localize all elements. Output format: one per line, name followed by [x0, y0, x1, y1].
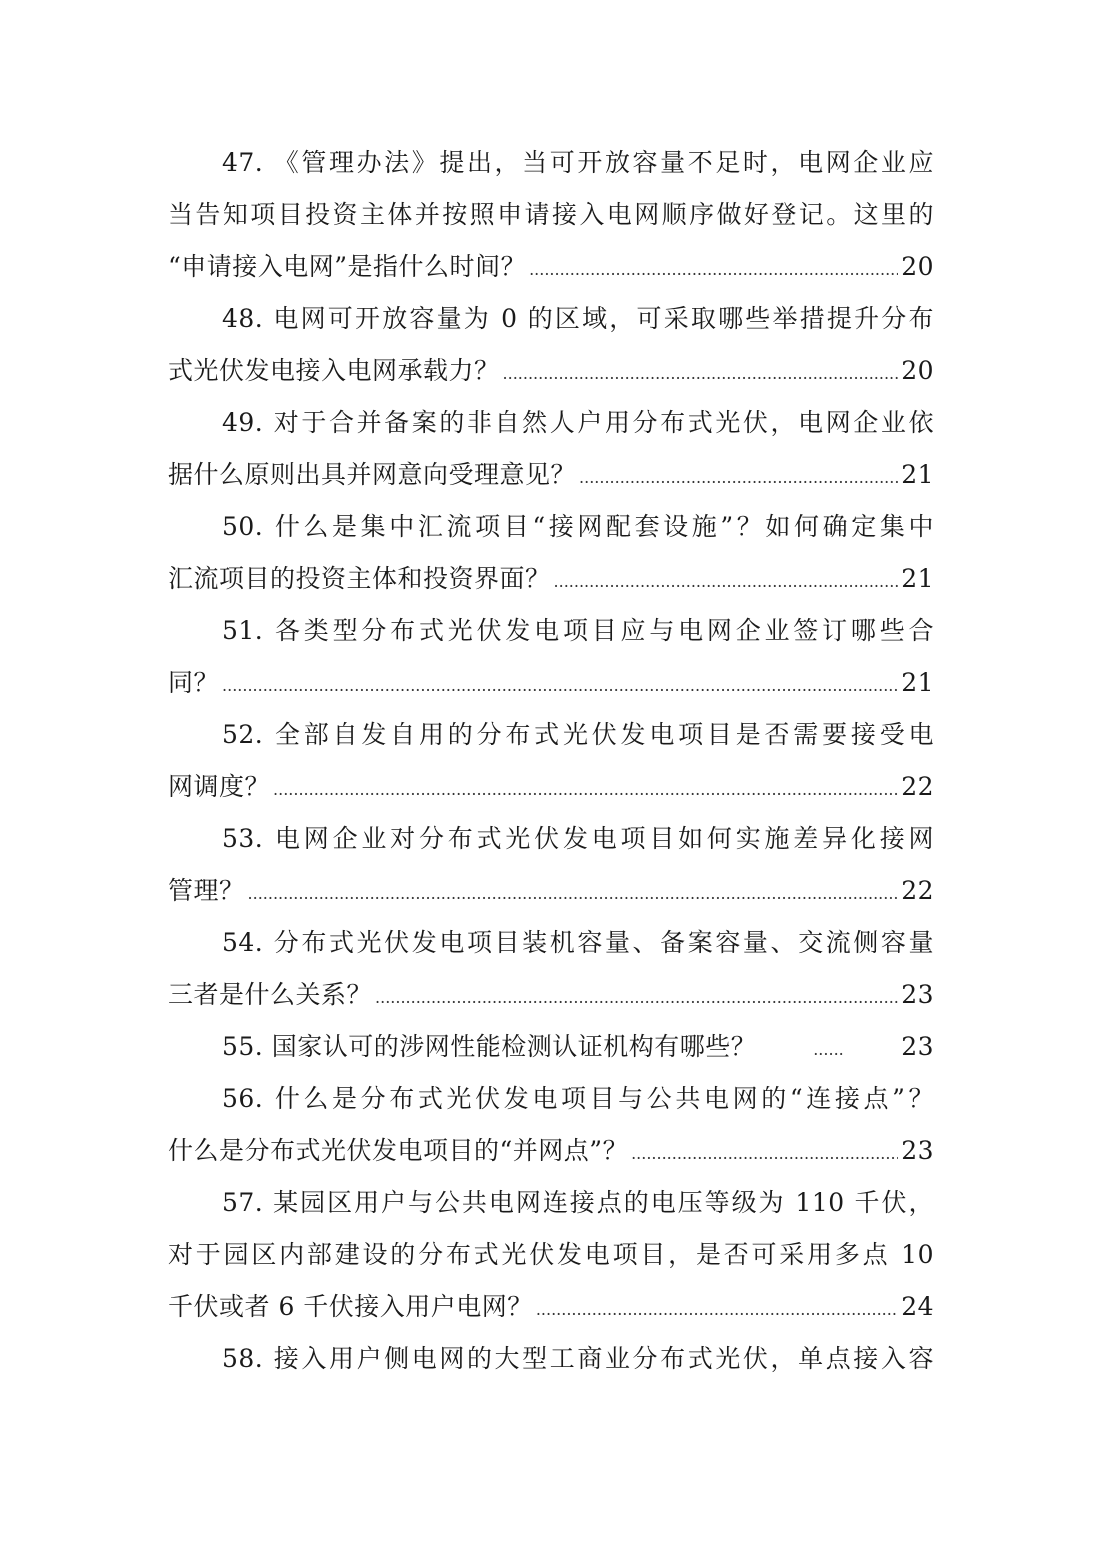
toc-entry-58[interactable] [168, 1333, 934, 1385]
toc-entry-text: 52. 全部自发自用的分布式光伏发电项目是否需要接受电 [222, 720, 934, 749]
toc-entry-last-line [168, 241, 934, 293]
toc-entry-55[interactable] [168, 1021, 934, 1073]
toc-entry-text: 对于园区内部建设的分布式光伏发电项目，是否可采用多点 10 [168, 1240, 934, 1269]
toc-entry-50[interactable] [168, 501, 934, 605]
toc-entry-text: 47. 《管理办法》提出，当可开放容量不足时，电网企业应 [222, 148, 934, 177]
toc-entry-last-line [168, 865, 934, 917]
toc-entry-text: 53. 电网企业对分布式光伏发电项目如何实施差异化接网 [222, 824, 934, 853]
toc-entry-text: 51. 各类型分布式光伏发电项目应与电网企业签订哪些合 [222, 616, 934, 645]
toc-entry-text: 式光伏发电接入电网承载力？ [168, 356, 500, 385]
toc-entry-text: 据什么原则出具并网意向受理意见？ [168, 460, 577, 489]
toc-entry-last-line [168, 1281, 934, 1333]
toc-entry-text: 同？ [168, 668, 220, 697]
toc-entry-last-line [168, 761, 934, 813]
toc-entry-48[interactable] [168, 293, 934, 397]
table-of-contents [168, 137, 934, 1385]
page-number: 23 [901, 1032, 934, 1061]
toc-entry-text: 什么是分布式光伏发电项目的“并网点”？ [168, 1136, 629, 1165]
page-number: 22 [901, 772, 934, 801]
toc-entry-last-line [168, 969, 934, 1021]
dot-leader [273, 764, 898, 813]
page-number: 23 [901, 1136, 934, 1165]
toc-entry-text: 48. 电网可开放容量为 0 的区域，可采取哪些举措提升分布 [222, 304, 934, 333]
toc-entry-last-line [168, 345, 934, 397]
dot-leader [579, 452, 898, 501]
toc-entry-text: 50. 什么是集中汇流项目“接网配套设施”？如何确定集中 [222, 512, 934, 541]
toc-entry-text: 当告知项目投资主体并按照申请接入电网顺序做好登记。这里的 [168, 200, 934, 229]
page-number: 21 [901, 460, 934, 489]
dot-leader [375, 972, 898, 1021]
page-number: 20 [901, 356, 934, 385]
toc-entry-last-line [168, 1021, 934, 1073]
toc-entry-56[interactable] [168, 1073, 934, 1177]
toc-entry-52[interactable] [168, 709, 934, 813]
toc-entry-text: 三者是什么关系？ [168, 980, 373, 1009]
dot-leader [248, 868, 899, 917]
toc-entry-text: 57. 某园区用户与公共电网连接点的电压等级为 110 千伏， [222, 1188, 934, 1217]
dot-leader [554, 556, 899, 605]
toc-entry-last-line [168, 553, 934, 605]
dot-leader [503, 348, 899, 397]
toc-entry-text: 54. 分布式光伏发电项目装机容量、备案容量、交流侧容量 [222, 928, 934, 957]
toc-entry-57[interactable] [168, 1177, 934, 1333]
toc-entry-last-line [168, 1125, 934, 1177]
toc-entry-49[interactable] [168, 397, 934, 501]
toc-entry-47[interactable] [168, 137, 934, 293]
page-number: 21 [901, 668, 934, 697]
toc-entry-text: 55. 国家认可的涉网性能检测认证机构有哪些？ [222, 1032, 757, 1061]
toc-entry-text: 管理？ [168, 876, 245, 905]
dot-leader [759, 1024, 844, 1073]
toc-entry-text: “申请接入电网”是指什么时间？ [168, 252, 527, 281]
dot-leader [536, 1284, 898, 1333]
toc-entry-last-line [168, 449, 934, 501]
page-number: 22 [901, 876, 934, 905]
dot-leader [222, 660, 898, 709]
toc-entry-text: 网调度？ [168, 772, 271, 801]
toc-entry-53[interactable] [168, 813, 934, 917]
toc-entry-text: 49. 对于合并备案的非自然人户用分布式光伏，电网企业依 [222, 408, 934, 437]
toc-entry-last-line [168, 657, 934, 709]
toc-entry-51[interactable] [168, 605, 934, 709]
dot-leader [631, 1128, 898, 1177]
page-number: 24 [901, 1292, 934, 1321]
toc-entry-text: 汇流项目的投资主体和投资界面？ [168, 564, 551, 593]
toc-entry-54[interactable] [168, 917, 934, 1021]
page-number: 20 [901, 252, 934, 281]
page-number: 21 [901, 564, 934, 593]
toc-entry-text: 千伏或者 6 千伏接入用户电网？ [168, 1292, 533, 1321]
toc-entry-text: 58. 接入用户侧电网的大型工商业分布式光伏，单点接入容 [222, 1344, 934, 1373]
dot-leader [529, 244, 898, 293]
page-number: 23 [901, 980, 934, 1009]
toc-entry-text: 56. 什么是分布式光伏发电项目与公共电网的“连接点”？ [222, 1084, 934, 1113]
